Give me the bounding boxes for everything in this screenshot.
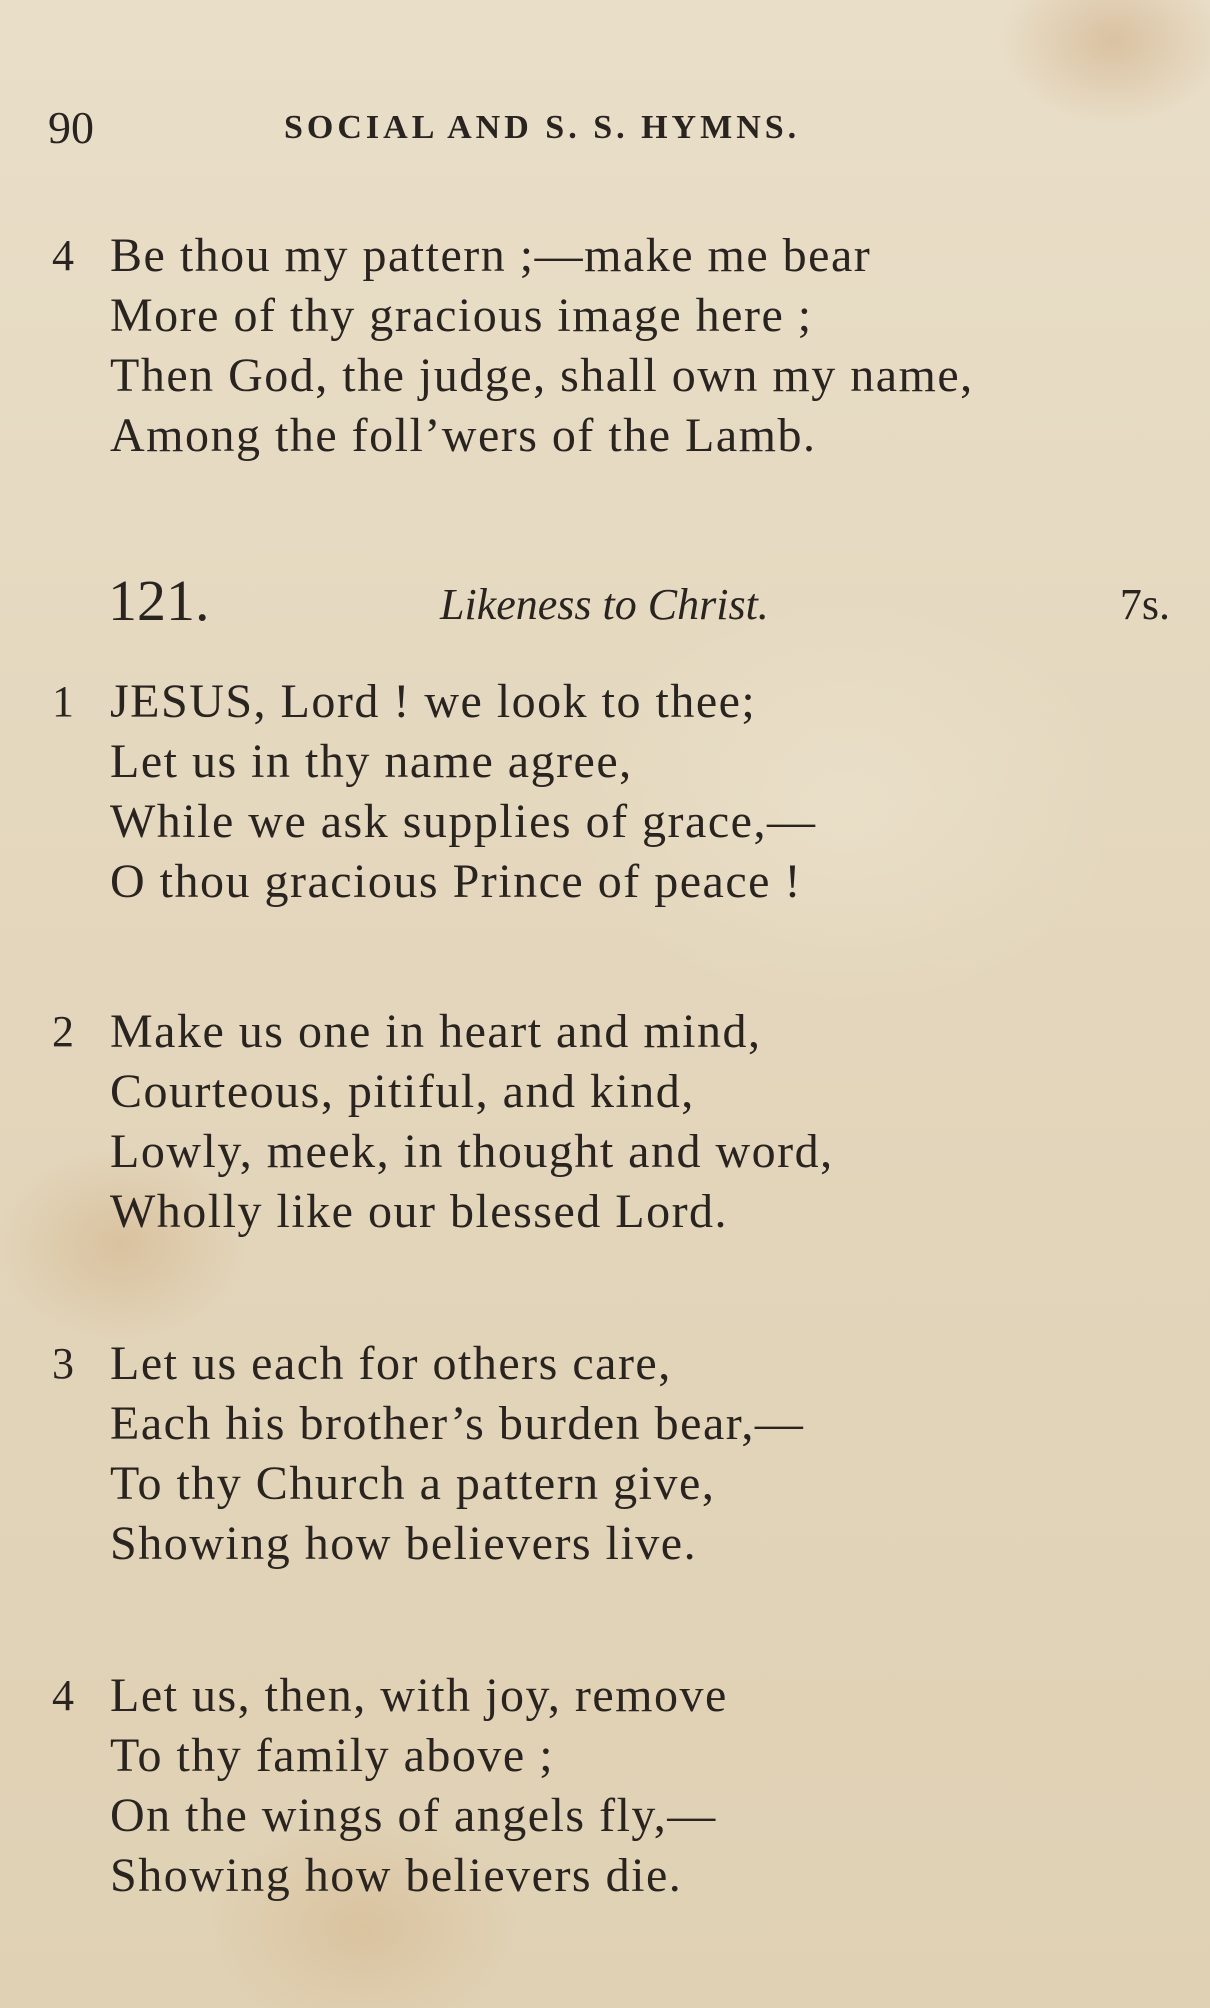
stanza-number: 1	[52, 677, 74, 726]
hymn-heading	[108, 566, 1170, 636]
verse-line: Let us each for others care,	[110, 1337, 672, 1390]
verse-line: Let us in thy name agree,	[110, 735, 633, 788]
stanza-number: 3	[52, 1339, 74, 1388]
verse-line: Showing how believers die.	[110, 1849, 683, 1902]
verse-line: O thou gracious Prince of peace !	[110, 855, 802, 908]
verse-line: To thy family above ;	[110, 1729, 555, 1782]
stanza-lines	[110, 226, 1170, 466]
verse-line: Lowly, meek, in thought and word,	[110, 1125, 834, 1178]
verse-line: Courteous, pitiful, and kind,	[110, 1065, 695, 1118]
verse-line: On the wings of angels fly,—	[110, 1789, 717, 1842]
verse-line: More of thy gracious image here ;	[110, 289, 813, 342]
stanza-number: 2	[52, 1007, 74, 1056]
stanza-lines	[110, 1666, 1170, 1906]
verse-line: To thy Church a pattern give,	[110, 1457, 716, 1510]
hymn-title: Likeness to Christ.	[440, 580, 769, 629]
stanza-lines	[110, 672, 1170, 912]
verse-line: Each his brother’s burden bear,—	[110, 1397, 805, 1450]
hymn-meter: 7s.	[1119, 580, 1170, 629]
stanza-lines	[110, 1334, 1170, 1574]
page-number: 90	[48, 102, 94, 153]
verse-line: Let us, then, with joy, remove	[110, 1669, 728, 1722]
verse-line: Be thou my pattern ;—make me bear	[110, 229, 872, 282]
verse-line: Among the foll’wers of the Lamb.	[110, 409, 817, 462]
verse-line: Then God, the judge, shall own my name,	[110, 349, 974, 402]
stanza-number: 4	[52, 1671, 74, 1720]
page-header	[48, 98, 1168, 158]
hymn-number: 121.	[108, 568, 210, 633]
verse-line: While we ask supplies of grace,—	[110, 795, 817, 848]
verse-line: Make us one in heart and mind,	[110, 1005, 762, 1058]
stanza-lines	[110, 1002, 1170, 1242]
verse-line: Showing how believers live.	[110, 1517, 698, 1570]
stanza-number: 4	[52, 231, 74, 280]
verse-line: JESUS, Lord ! we look to thee;	[110, 675, 757, 728]
verse-line: Wholly like our blessed Lord.	[110, 1185, 729, 1238]
running-head: SOCIAL AND S. S. HYMNS.	[284, 109, 801, 146]
